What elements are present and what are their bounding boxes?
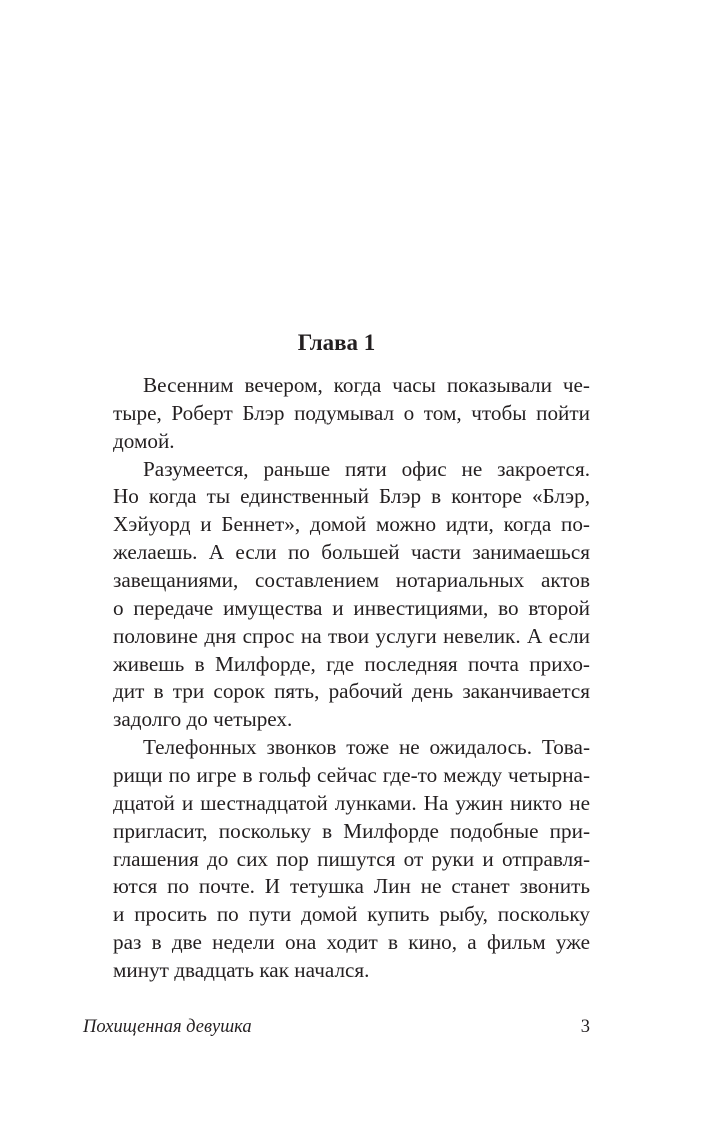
text-line: Но когда ты единственный Блэр в конторе «Блэр,	[113, 484, 590, 509]
page-number: 3	[580, 1017, 590, 1037]
text-line: Весенним вечером, когда часы показывали че-	[143, 373, 590, 397]
text-line: минут двадцать как начался.	[113, 958, 370, 983]
page-footer	[83, 1014, 590, 1040]
text-line: завещаниями, составлением нотариальных актов	[113, 568, 590, 593]
text-line: домой.	[113, 428, 175, 453]
text-line: желаешь. А если по большей части занимаешься	[113, 540, 590, 565]
text-line: раз в две недели она ходит в кино, а фильм уже	[113, 930, 590, 955]
paragraph-2	[83, 456, 590, 735]
text-line: о передаче имущества и инвестициями, во второй	[113, 595, 590, 620]
text-line: живешь в Милфорде, где последняя почта прихо-	[113, 651, 590, 676]
text-line: дцатой и шестнадцатой лунками. На ужин никто не	[113, 790, 590, 815]
text-line: тыре, Роберт Блэр подумывал о том, чтобы пойти	[113, 400, 590, 425]
paragraph-3	[83, 734, 590, 985]
text-line: Телефонных звонков тоже не ожидалось. Това-	[143, 735, 590, 760]
paragraph-1	[83, 372, 590, 456]
text-line: и просить по пути домой купить рыбу, поскольку	[113, 902, 590, 927]
text-line: половине дня спрос на твои услуги невелик. А если	[113, 623, 590, 648]
text-line: задолго до четырех.	[113, 707, 293, 732]
text-line: ются по почте. И тетушка Лин не станет звонить	[113, 874, 590, 899]
text-line: глашения до сих пор пишутся от руки и отправля-	[113, 846, 590, 871]
running-title: Похищенная девушка	[83, 1017, 252, 1037]
chapter-title: Глава 1	[297, 330, 376, 355]
text-line: Разумеется, раньше пяти офис не закроется.	[143, 456, 590, 481]
chapter-body	[83, 372, 590, 985]
text-line: дит в три сорок пять, рабочий день заканчивается	[113, 679, 590, 704]
text-line: рищи по игре в гольф сейчас где-то между четырна-	[113, 763, 590, 788]
text-line: Хэйуорд и Беннет», домой можно идти, когда по-	[113, 512, 590, 537]
text-line: пригласит, поскольку в Милфорде подобные при-	[113, 818, 590, 843]
